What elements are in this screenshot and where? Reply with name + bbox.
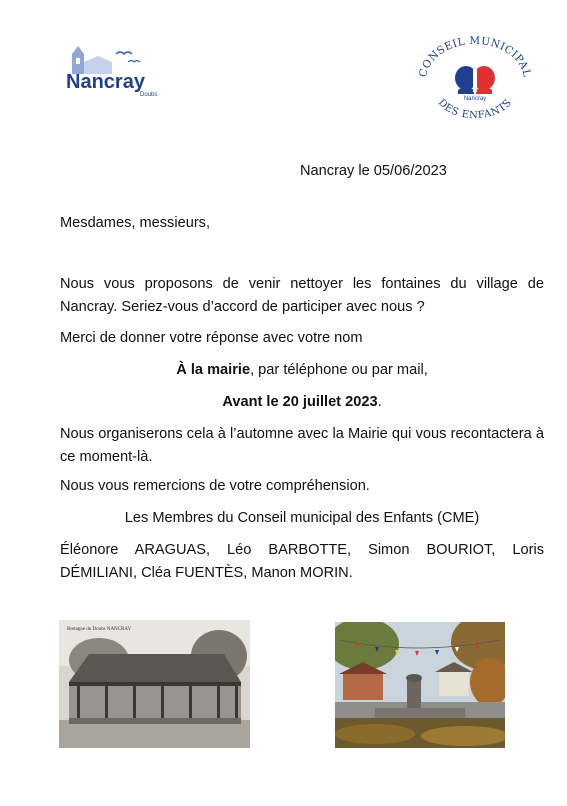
logo-right-arc-top: CONSEIL MUNICIPAL xyxy=(417,36,533,79)
logo-right-middle: Nancray xyxy=(463,96,487,102)
old-lavoir-postcard-image xyxy=(59,620,250,748)
member-names: Éléonore ARAGUAS, Léo BARBOTTE, Simon BOURIOT, Loris DÉMILIANI, Cléa FUENTÈS, Manon MORIN. xyxy=(60,542,544,581)
postcard-caption: Bretagne du Doubs NANCRAY xyxy=(67,627,132,632)
logo-right-arc-bottom: DES ENFANTS xyxy=(435,97,515,122)
letter-signature: Les Membres du Conseil municipal des Enfants (CME) xyxy=(124,510,480,526)
letter-paragraph-invitation: Nous vous proposons de venir nettoyer les fontaines du village de Nancray. Seriez-vous d’accord de participer avec nous ? xyxy=(60,276,544,315)
deadline-rest: . xyxy=(377,394,382,410)
reply-location-bold: À la mairie xyxy=(176,362,251,378)
letter-paragraph-reply: Merci de donner votre réponse avec votre nom xyxy=(60,330,363,346)
nancray-logo xyxy=(58,40,160,98)
logo-left-name: Nancray xyxy=(66,71,145,93)
letter-greeting: Mesdames, messieurs, xyxy=(60,215,211,231)
reply-location-line xyxy=(60,359,544,382)
reply-location-rest: , par téléphone ou par mail, xyxy=(250,362,428,378)
letter-paragraph-thanks: Nous vous remercions de votre compréhension. xyxy=(60,478,370,494)
letter-paragraph-autumn: Nous organiserons cela à l’automne avec la Mairie qui vous recontactera à ce moment-là. xyxy=(60,426,544,465)
deadline-line xyxy=(60,391,544,414)
logo-left-sub: Doubs xyxy=(140,92,158,98)
cme-logo xyxy=(416,36,534,124)
deadline-bold: Avant le 20 juillet 2023 xyxy=(222,394,378,410)
letter-date: Nancray le 05/06/2023 xyxy=(300,163,447,179)
village-fountain-photo xyxy=(335,622,505,748)
